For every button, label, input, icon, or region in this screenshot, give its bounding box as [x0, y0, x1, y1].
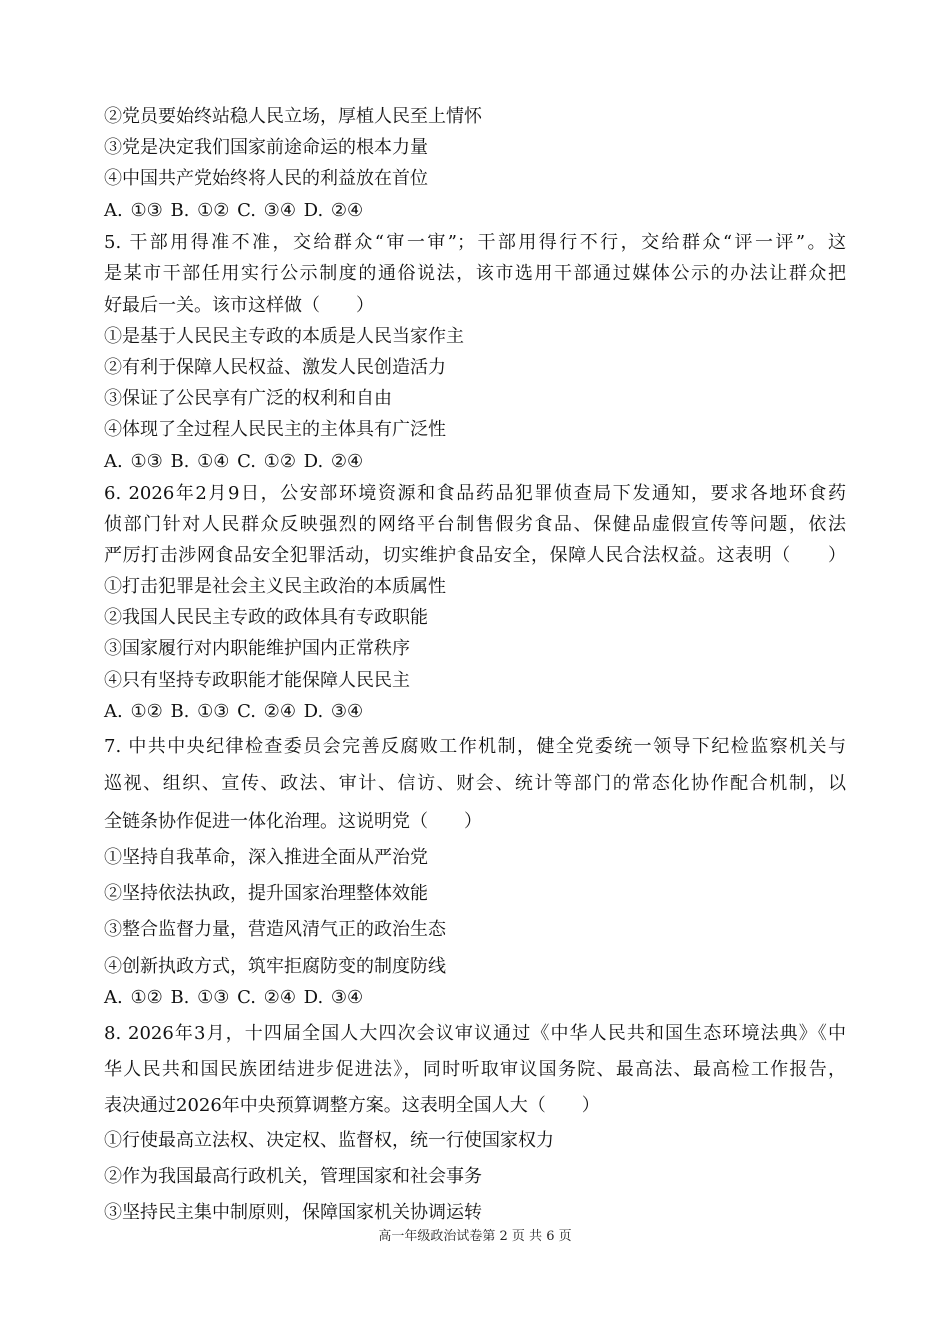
- option-line: ②我国人民民主专政的政体具有专政职能: [104, 607, 428, 628]
- option-line: ①是基于人民民主专政的本质是人民当家作主: [104, 326, 464, 347]
- option-line: ④创新执政方式，筑牢拒腐防变的制度防线: [104, 956, 446, 977]
- answer-choices: A. ①③ B. ①④ C. ①② D. ②④: [104, 451, 364, 472]
- option-line: ③保证了公民享有广泛的权利和自由: [104, 388, 392, 409]
- question-5-text: 5. 干部用得准不准，交给群众“审一审”；干部用得行不行，交给群众“评一评”。这: [104, 232, 846, 253]
- question-5-text: 好最后一关。该市这样做（ ）: [104, 295, 374, 316]
- question-6-text: 侦部门针对人民群众反映强烈的网络平台制售假劣食品、保健品虚假宣传等问题，依法: [104, 514, 846, 535]
- option-line: ①坚持自我革命，深入推进全面从严治党: [104, 847, 428, 868]
- option-line: ④体现了全过程人民民主的主体具有广泛性: [104, 419, 446, 440]
- question-7-text: 7. 中共中央纪律检查委员会完善反腐败工作机制，健全党委统一领导下纪检监察机关与: [104, 736, 846, 757]
- option-line: ②坚持依法执政，提升国家治理整体效能: [104, 883, 428, 904]
- option-line: ②党员要始终站稳人民立场，厚植人民至上情怀: [104, 106, 482, 127]
- answer-choices: A. ①② B. ①③ C. ②④ D. ③④: [104, 701, 364, 722]
- question-8-text: 华人民共和国民族团结进步促进法》，同时听取审议国务院、最高法、最高检工作报告，: [104, 1059, 846, 1080]
- option-line: ③坚持民主集中制原则，保障国家机关协调运转: [104, 1202, 482, 1223]
- question-5-text: 是某市干部任用实行公示制度的通俗说法，该市选用干部通过媒体公示的办法让群众把: [104, 263, 846, 284]
- answer-choices: A. ①② B. ①③ C. ②④ D. ③④: [104, 987, 364, 1008]
- option-line: ②作为我国最高行政机关，管理国家和社会事务: [104, 1166, 482, 1187]
- option-line: ③国家履行对内职能维护国内正常秩序: [104, 638, 410, 659]
- question-8-text: 表决通过2026年中央预算调整方案。这表明全国人大（ ）: [104, 1095, 600, 1116]
- option-line: ①打击犯罪是社会主义民主政治的本质属性: [104, 576, 446, 597]
- option-line: ④中国共产党始终将人民的利益放在首位: [104, 168, 428, 189]
- answer-choices: A. ①③ B. ①② C. ③④ D. ②④: [104, 200, 364, 221]
- question-6-text: 6. 2026年2月9日，公安部环境资源和食品药品犯罪侦查局下发通知，要求各地环食药: [104, 483, 846, 504]
- option-line: ③整合监督力量，营造风清气正的政治生态: [104, 919, 446, 940]
- question-8-text: 8. 2026年3月，十四届全国人大四次会议审议通过《中华人民共和国生态环境法典》《中: [104, 1023, 846, 1044]
- page-footer: 高一年级政治试卷第 2 页 共 6 页: [378, 1229, 572, 1244]
- option-line: ③党是决定我们国家前途命运的根本力量: [104, 137, 428, 158]
- option-line: ②有利于保障人民权益、激发人民创造活力: [104, 357, 446, 378]
- question-7-text: 全链条协作促进一体化治理。这说明党（ ）: [104, 811, 482, 832]
- question-6-text: 严厉打击涉网食品安全犯罪活动，切实维护食品安全，保障人民合法权益。这表明（ ）: [104, 545, 846, 566]
- option-line: ①行使最高立法权、决定权、监督权，统一行使国家权力: [104, 1130, 554, 1151]
- option-line: ④只有坚持专政职能才能保障人民民主: [104, 670, 410, 691]
- question-7-text: 巡视、组织、宣传、政法、审计、信访、财会、统计等部门的常态化协作配合机制，以: [104, 773, 846, 794]
